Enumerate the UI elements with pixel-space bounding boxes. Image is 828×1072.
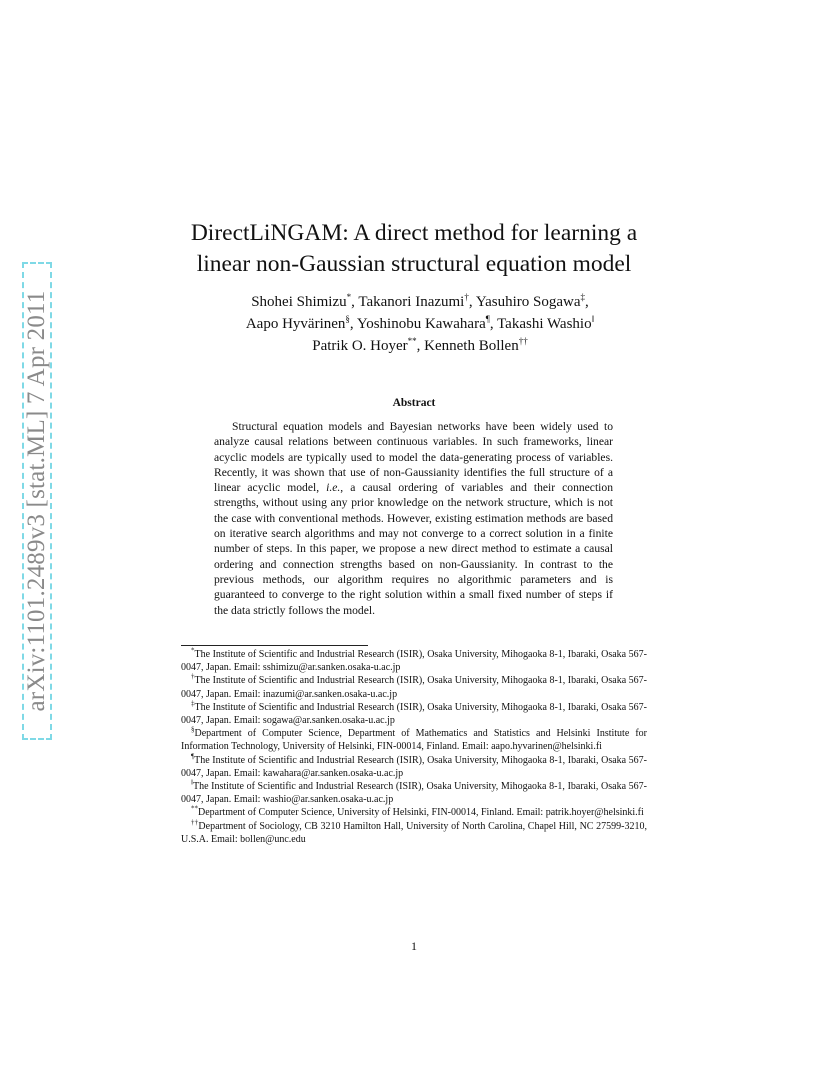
author-name: Yoshinobu Kawahara bbox=[356, 316, 486, 332]
author-name: Patrik O. Hoyer bbox=[312, 338, 408, 354]
abstract-heading: Abstract bbox=[392, 397, 436, 409]
paper-title bbox=[150, 218, 678, 280]
footnote-mark: † bbox=[191, 673, 195, 682]
footnote bbox=[181, 754, 647, 780]
author-mark: § bbox=[345, 314, 350, 324]
author-name: Takashi Washio bbox=[497, 316, 592, 332]
footnote-mark: ¶ bbox=[191, 752, 195, 761]
footnote-mark: ‡ bbox=[191, 699, 195, 708]
footnote-text: The Institute of Scientific and Industrial Research (ISIR), Osaka University, Mihogaoka 8-1, Ibaraki, Osaka 567-0047, Japan. Email: kawahara@ar.sanken.osaka-u.ac.jp bbox=[181, 754, 647, 779]
footnote-text: The Institute of Scientific and Industrial Research (ISIR), Osaka University, Mihogaoka 8-1, Ibaraki, Osaka 567-0047, Japan. Email: inazumi@ar.sanken.osaka-u.ac.jp bbox=[181, 675, 648, 700]
footnote-text: The Institute of Scientific and Industrial Research (ISIR), Osaka University, Mihogaoka 8-1, Ibaraki, Osaka 567-0047, Japan. Email: sshimizu@ar.sanken.osaka-u.ac.jp bbox=[181, 649, 647, 674]
footnote-mark: ‖ bbox=[191, 778, 193, 787]
footnote-mark: †† bbox=[191, 818, 199, 827]
footnote-mark: * bbox=[191, 646, 195, 655]
author-mark: † bbox=[464, 292, 469, 302]
footnote-text: Department of Sociology, CB 3210 Hamilton Hall, University of North Carolina, Chapel Hill, NC 27599-3210, U.S.A. Email: bollen@unc.edu bbox=[181, 820, 648, 845]
author-mark: * bbox=[346, 292, 352, 302]
author-name: Shohei Shimizu bbox=[251, 294, 347, 310]
footnote-text: Department of Computer Science, Department of Mathematics and Statistics and Helsinki Institute for Information Technology, University of Helsinki, FIN-00014, Finland. Email: aapo.hyvarinen@helsinki.fi bbox=[181, 728, 647, 753]
footnote bbox=[181, 727, 647, 753]
author-mark: ‖ bbox=[591, 314, 595, 324]
author-line-3: Patrik O. Hoyer**, Kenneth Bollen†† bbox=[312, 336, 528, 354]
footnote bbox=[181, 806, 647, 819]
footnote bbox=[181, 780, 647, 806]
footnote-mark: § bbox=[191, 725, 195, 734]
abstract-text-part-2: , a causal ordering of variables and their connection strengths, without using any prior knowledge on the network structure, which is not the case with conventional methods. However, existing estimation methods are based on iterative search algorithms and may not converge to a correct solution in a finite number of steps. In this paper, we propose a new direct method to estimate a causal ordering and connection strengths based on non-Gaussianity. In contrast to the previous methods, our algorithm requires no algorithmic parameters and is guaranteed to converge to the right solution within a small fixed number of steps if the data strictly follows the model. bbox=[214, 481, 613, 617]
footnote bbox=[181, 820, 647, 846]
title-line-1: DirectLiNGAM: A direct method for learning a bbox=[190, 220, 638, 246]
title-line-2: linear non-Gaussian structural equation model bbox=[196, 251, 632, 277]
abstract-text-part-1: Structural equation models and Bayesian networks have been widely used to analyze causal relations between continuous variables. In such frameworks, linear acyclic models are typically used to model the data-generating process of variables. Recently, it was shown that use of non-Gaussianity identifies the full structure of a linear acyclic model, bbox=[214, 420, 613, 495]
author-name: Takanori Inazumi bbox=[358, 294, 465, 310]
arxiv-identifier: arXiv:1101.2489v3 [stat.ML] 7 Apr 2011 bbox=[23, 290, 50, 712]
footnote-mark: ** bbox=[191, 805, 198, 814]
page-number: 1 bbox=[411, 939, 417, 953]
footnote bbox=[181, 701, 647, 727]
author-line-2: Aapo Hyvärinen§, Yoshinobu Kawahara¶, Takashi Washio‖ bbox=[245, 314, 595, 332]
footnote-text: The Institute of Scientific and Industrial Research (ISIR), Osaka University, Mihogaoka 8-1, Ibaraki, Osaka 567-0047, Japan. Email: washio@ar.sanken.osaka-u.ac.jp bbox=[181, 781, 647, 806]
author-line-1: Shohei Shimizu*, Takanori Inazumi†, Yasuhiro Sogawa‡, bbox=[251, 292, 589, 310]
footnote-rule bbox=[181, 645, 368, 646]
footnote bbox=[181, 674, 647, 700]
footnote-text: Department of Computer Science, University of Helsinki, FIN-00014, Finland. Email: patrik.hoyer@helsinki.fi bbox=[198, 807, 644, 819]
author-mark: ** bbox=[407, 336, 417, 346]
author-list bbox=[190, 291, 650, 357]
footnote-text: The Institute of Scientific and Industrial Research (ISIR), Osaka University, Mihogaoka 8-1, Ibaraki, Osaka 567-0047, Japan. Email: sogawa@ar.sanken.osaka-u.ac.jp bbox=[181, 701, 648, 727]
footnote bbox=[181, 648, 647, 674]
author-mark: †† bbox=[518, 336, 528, 346]
abstract-body bbox=[214, 419, 613, 618]
author-name: Kenneth Bollen bbox=[424, 338, 519, 354]
abstract-ie: i.e. bbox=[326, 481, 341, 495]
author-name: Yasuhiro Sogawa bbox=[475, 294, 581, 310]
author-mark: ‡ bbox=[580, 292, 586, 302]
author-name: Aapo Hyvärinen bbox=[245, 316, 346, 332]
author-mark: ¶ bbox=[485, 314, 490, 324]
footnotes bbox=[181, 648, 647, 846]
